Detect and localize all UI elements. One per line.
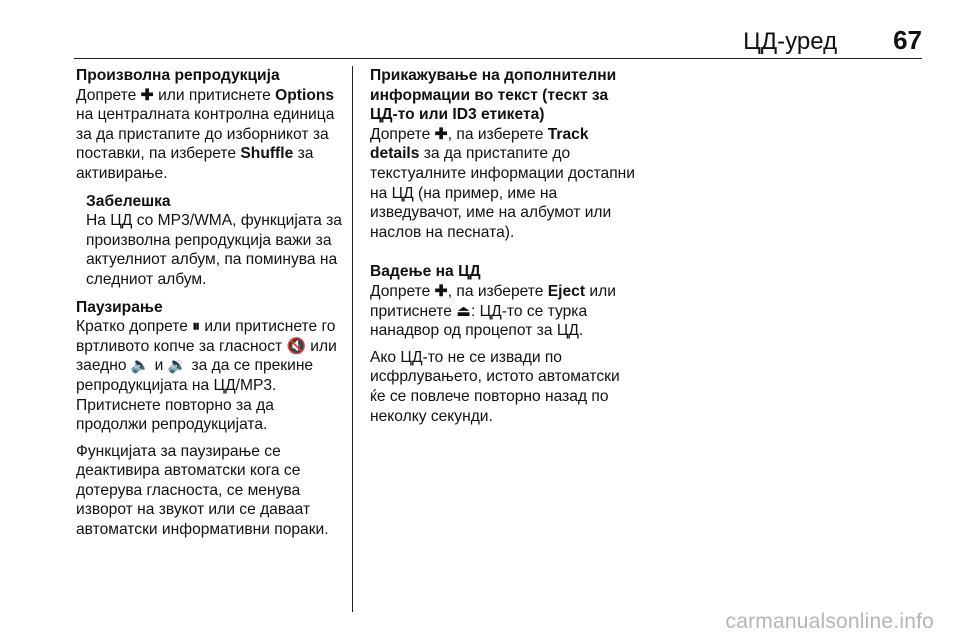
plus-icon: ✚ xyxy=(434,125,448,143)
note-heading: Забелешка xyxy=(86,192,171,210)
note-text: На ЦД со MP3/WMA, функцијата за произволна репродукција важи за актуелниот албум, па поминува на следниот албум. xyxy=(86,212,342,288)
page-number: 67 xyxy=(893,25,922,55)
eject-paragraph: Допрете ✚, па изберете Eject или притиснете ⏏: ЦД-то се турка нанадвор од процепот за ЦД. xyxy=(370,282,616,340)
pause-paragraph-2: Функцијата за паузирање се деактивира автоматски кога се дотерува гласноста, се менува изворот на звукот или се даваат автоматски информативни пораки. xyxy=(76,442,329,539)
pause-heading: Паузирање xyxy=(76,298,163,316)
eject-heading: Вадење на ЦД xyxy=(370,263,481,281)
track-details-label: Track details xyxy=(370,125,589,163)
section-title: ЦД-уред xyxy=(743,28,838,55)
options-label: Options xyxy=(275,86,335,104)
plus-icon: ✚ xyxy=(434,282,448,300)
right-column xyxy=(370,66,638,433)
left-column xyxy=(76,66,344,547)
volume-down-icon: 🔈 xyxy=(130,357,151,375)
mute-icon: 🔇 xyxy=(286,337,306,355)
info-heading: Прикажување на дополнителни информации во текст (тескт за ЦД-то или ID3 етикета) xyxy=(370,67,617,124)
plus-icon: ✚ xyxy=(140,86,154,104)
eject-paragraph-2: Ако ЦД-то не се извади по исфрлувањето, истото автоматски ќе се повлече повторно назад по неколку секунди. xyxy=(370,348,620,425)
note-block xyxy=(86,192,344,290)
random-paragraph: Допрете ✚ или притиснете Options на централната контролна единица за да пристапите до изборникот за поставки, па изберете Shuffle за активирање. xyxy=(76,86,335,182)
eject-label: Eject xyxy=(547,282,586,300)
random-heading: Произволна репродукција xyxy=(76,67,280,84)
column-divider xyxy=(352,66,353,612)
page-header xyxy=(743,22,922,56)
pause-paragraph: Кратко допрете ⏸ или притиснете го вртливото копче за гласност 🔇 или заедно 🔈 и 🔉 за да се прекине репродукцијата на ЦД/MP3. Притиснете повторно за да продолжи репродукцијата. xyxy=(76,318,337,434)
pause-icon: ⏸ xyxy=(192,318,201,336)
shuffle-label: Shuffle xyxy=(240,145,294,163)
info-paragraph: Допрете ✚, па изберете Track details за да пристапите до текстуалните информации достапни на ЦД (на пример, име на изведувачот, име на албумот или наслов на песната). xyxy=(370,125,635,241)
eject-icon: ⏏ xyxy=(456,302,471,320)
watermark-text: carmanualsonline.info xyxy=(725,610,934,633)
volume-up-icon: 🔉 xyxy=(167,357,188,375)
header-rule xyxy=(74,58,922,59)
